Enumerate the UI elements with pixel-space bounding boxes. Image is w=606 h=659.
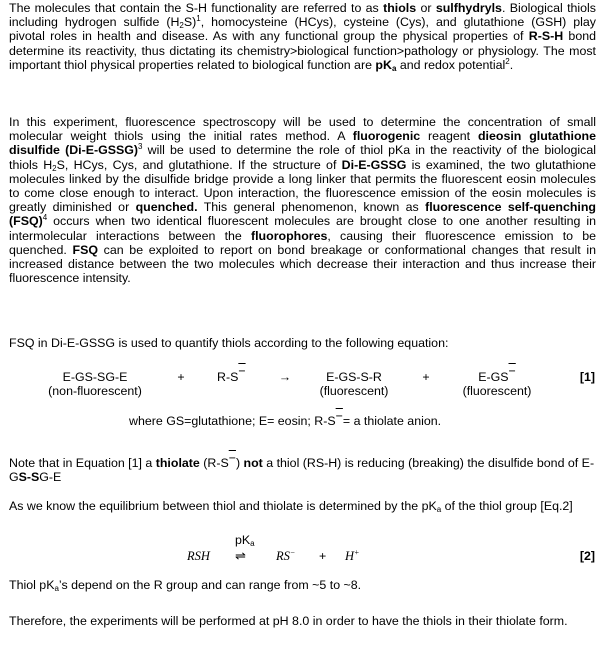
equation-1 [9, 364, 596, 400]
equation-intro: FSQ in Di-E-GSSG is used to quantify thiols according to the following equation: [9, 336, 449, 350]
equilibrium-arrow: ⇌ [235, 548, 246, 563]
thiolate-note: Note that in Equation [1] a thiolate (R-S−) not a thiol (RS-H) is reducing (breaking) the disulfide bond of E-GS-SG-E [9, 451, 595, 485]
product-mixed-disulfide: E-GS-S-R (fluorescent) [319, 370, 389, 399]
equation-number: [2] [579, 549, 595, 563]
plus-sign: + [319, 549, 327, 563]
equation-legend: where GS=glutathione; E= eosin; R-S−= a thiolate anion. [129, 409, 442, 428]
plus-sign: + [422, 370, 430, 384]
reaction-arrow: → [278, 370, 292, 384]
reactant-digse: E-GS-SG-E (non-fluorescent) [48, 370, 142, 399]
equation-2 [9, 533, 596, 563]
pka-label: $pK_a$ [235, 533, 255, 548]
thiol-rsh: RSH [187, 549, 210, 563]
equilibrium-paragraph: As we know the equilibrium between thiol and thiolate is determined by the $pK_a$ of the thiol group [Eq.2] [9, 499, 573, 514]
equation-number: [1] [579, 370, 595, 384]
thiolate-reactant: R-S− [217, 364, 246, 384]
intro-paragraph: The molecules that contain the S-H functionality are referred to as thiols or sulfhydryls. Biological thiols including hydrogen sulfide $(H_2S)^1$, homocysteine (HCys), cysteine (Cys), and glutathione (GSH) play pivotal roles in health and disease. As with any functional group the physical properties of R-S-H bond determine its reactivity, thus dictating its chemistry>biological function>pathology or physiology. The most important thiol physical properties related to biological function are $pK_a$ and redox potential$^2$. [9, 1, 597, 73]
experiment-paragraph: In this experiment, fluorescence spectroscopy will be used to determine the concentration of small molecular weight thiols using the initial rates method. A fluorogenic reagent dieosin glutathione disulfide (Di-E-GSSG)$^3$ will be used to determine the role of thiol pKa in the reactivity of the biological thiols $H_2S$, HCys, Cys, and glutathione. If the structure of Di-E-GSSG is examined, the two glutathione molecules linked by the disulfide bridge provide a long linker that permits the fluorescent eosin molecules to come close enough to interact. Upon interaction, the fluorescence emission of the eosin molecules is greatly diminished or quenched. This general phenomenon, known as fluorescence self-quenching (FSQ)$^4$ occurs when two identical fluorescent molecules are brought close to one another resulting in intermolecular interactions between the fluorophores, causing their fluorescence emission to be quenched. FSQ can be exploited to report on bond breakage or conformational changes that result in increased distance between the two molecules which decrease their interaction and thus increase their fluorescence intensity. [9, 115, 597, 286]
pka-range-sentence: Thiol $pK_a’s$ depend on the R group and can range from ~5 to ~8. [9, 578, 362, 593]
product-thiolate: E-GS− (fluorescent) [462, 364, 532, 399]
thiolate-rs: RS− [276, 548, 296, 563]
plus-sign: + [177, 370, 185, 384]
proton-h: H+ [345, 548, 360, 563]
conclusion-paragraph: Therefore, the experiments will be performed at pH 8.0 in order to have the thiols in their thiolate form. [9, 614, 568, 628]
